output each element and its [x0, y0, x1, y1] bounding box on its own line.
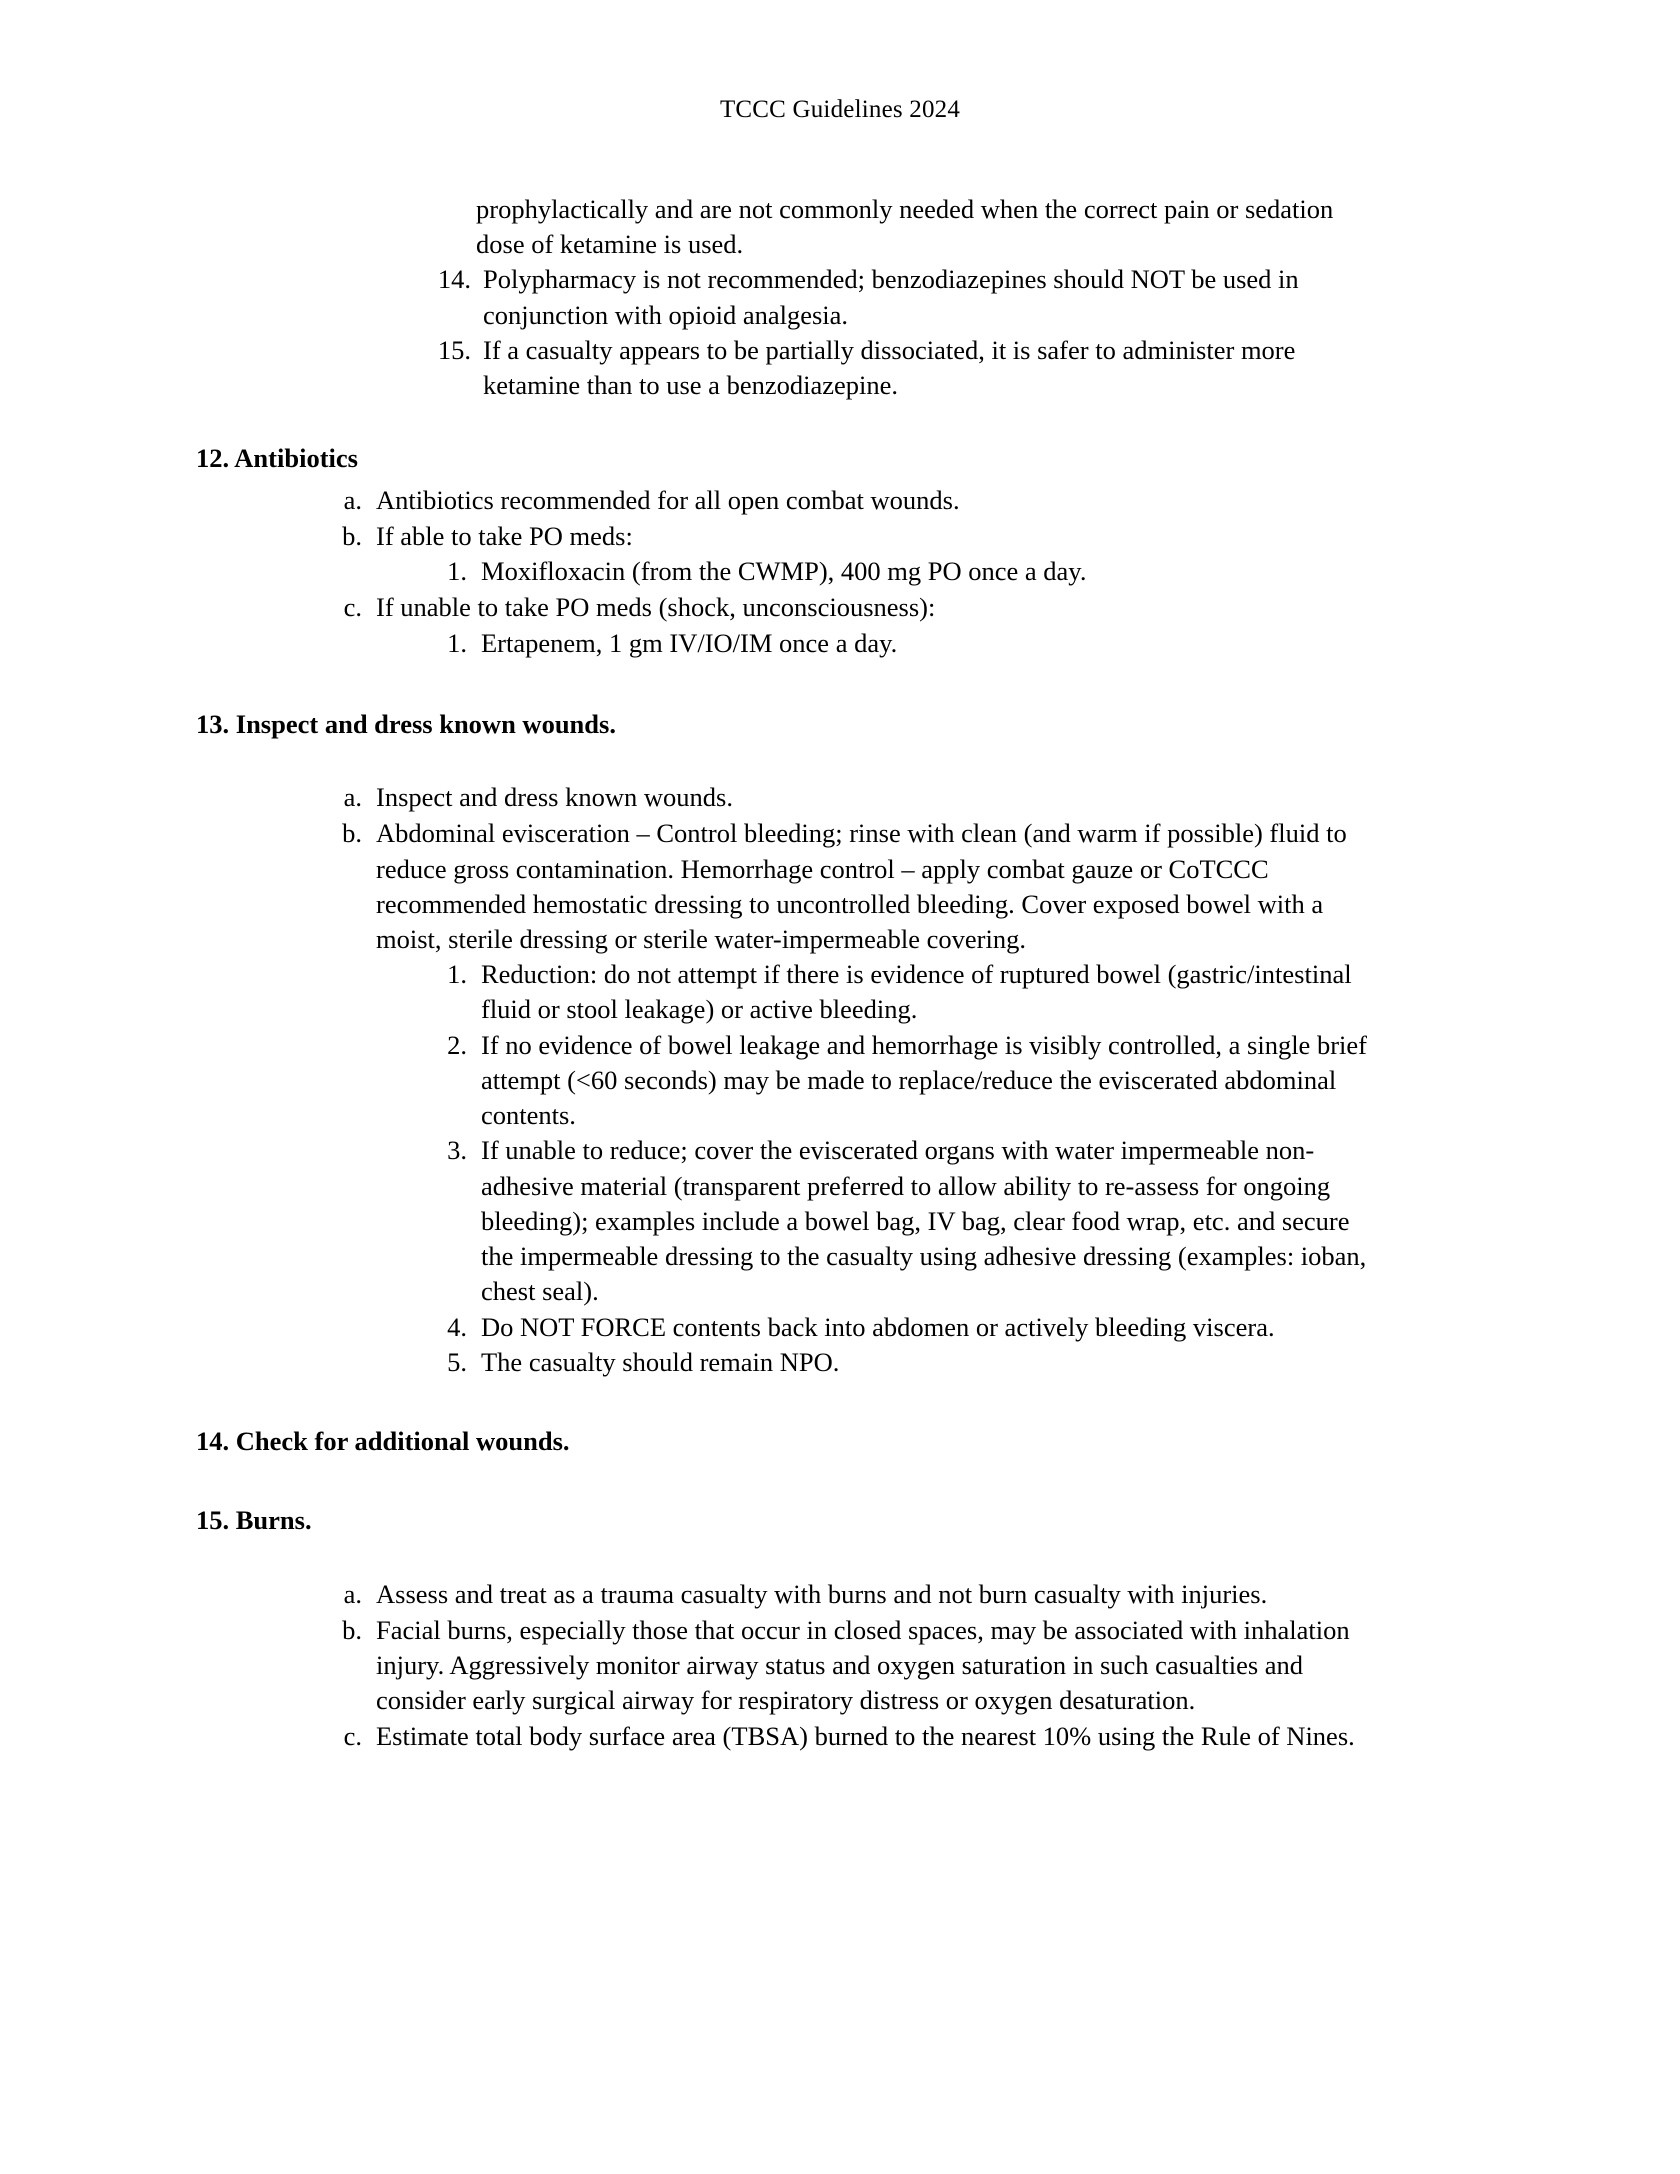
section-heading-inspect-dress-wounds: 13. Inspect and dress known wounds.	[196, 708, 616, 739]
section-heading-check-additional-wounds: 14. Check for additional wounds.	[196, 1426, 570, 1457]
section-heading-antibiotics: 12. Antibiotics	[196, 443, 358, 474]
list-marker: 3.	[447, 1135, 467, 1166]
list-marker: 1.	[447, 556, 467, 587]
list-text: Ertapenem, 1 gm IV/IO/IM once a day.	[481, 627, 898, 658]
list-item	[421, 1028, 1380, 1134]
list-text: If unable to reduce; cover the eviscerated organs with water impermeable non-adhesive material (transparent preferred to allow ability to re-assess for ongoing bleeding); examples include a bowel bag, IV bag, clear food wrap, etc. and secure the impermeable dressing to the casualty using adhesive dressing (examples: ioban, chest seal).	[481, 1135, 1367, 1307]
list-item	[316, 1719, 1380, 1754]
list-marker: 1.	[447, 959, 467, 990]
list-marker: a.	[343, 782, 362, 813]
list-marker: b.	[342, 818, 362, 849]
list-item	[411, 262, 1370, 332]
continuation-paragraph: prophylactically and are not commonly needed when the correct pain or sedation dose of ketamine is used.	[476, 194, 1334, 260]
list-marker: a.	[343, 1578, 362, 1609]
list-text: If a casualty appears to be partially dissociated, it is safer to administer more ketamine than to use a benzodiazepine.	[483, 334, 1296, 401]
list-text: Inspect and dress known wounds.	[376, 782, 733, 813]
list-item	[316, 519, 1380, 554]
list-item	[316, 483, 1380, 518]
list-marker: c.	[343, 1721, 362, 1752]
list-text: The casualty should remain NPO.	[481, 1346, 840, 1377]
list-item	[421, 957, 1380, 1027]
document-body	[150, 192, 1530, 1755]
list-text: Assess and treat as a trauma casualty with burns and not burn casualty with injuries.	[376, 1578, 1268, 1609]
list-item	[316, 780, 1380, 815]
list-text: Estimate total body surface area (TBSA) burned to the nearest 10% using the Rule of Nines.	[376, 1721, 1355, 1752]
list-text: Facial burns, especially those that occur in closed spaces, may be associated with inhalation injury. Aggressively monitor airway status and oxygen saturation in such casualties and consider early surgical airway for respiratory distress or oxygen desaturation.	[376, 1614, 1350, 1716]
section-heading-burns: 15. Burns.	[196, 1505, 312, 1536]
list-text: If no evidence of bowel leakage and hemorrhage is visibly controlled, a single brief attempt (<60 seconds) may be made to replace/reduce the eviscerated abdominal contents.	[481, 1029, 1367, 1131]
list-marker: 2.	[447, 1029, 467, 1060]
list-text: If able to take PO meds:	[376, 520, 633, 551]
list-item	[316, 590, 1380, 625]
list-text: Do NOT FORCE contents back into abdomen or actively bleeding viscera.	[481, 1311, 1275, 1342]
list-item	[316, 816, 1380, 957]
list-text: Reduction: do not attempt if there is evidence of ruptured bowel (gastric/intestinal fluid or stool leakage) or active bleeding.	[481, 959, 1352, 1025]
list-item	[421, 626, 1380, 661]
list-item	[316, 1577, 1380, 1612]
list-item	[421, 1310, 1380, 1345]
list-marker: 15.	[437, 334, 471, 365]
list-item	[316, 1613, 1380, 1719]
list-text: Antibiotics recommended for all open combat wounds.	[376, 484, 960, 515]
list-marker: 1.	[447, 627, 467, 658]
list-marker: a.	[343, 484, 362, 515]
list-marker: b.	[342, 520, 362, 551]
list-marker: 5.	[447, 1346, 467, 1377]
list-text: Polypharmacy is not recommended; benzodiazepines should NOT be used in conjunction with opioid analgesia.	[483, 264, 1299, 330]
list-item	[421, 554, 1380, 589]
list-item	[421, 1133, 1380, 1309]
list-item	[411, 333, 1370, 403]
list-marker: b.	[342, 1614, 362, 1645]
list-marker: 4.	[447, 1311, 467, 1342]
list-text: If unable to take PO meds (shock, unconsciousness):	[376, 592, 936, 623]
list-item	[421, 1345, 1380, 1380]
list-text: Abdominal evisceration – Control bleeding; rinse with clean (and warm if possible) fluid to reduce gross contamination. Hemorrhage control – apply combat gauze or CoTCCC recommended hemostatic dressing to uncontrolled bleeding. Cover exposed bowel with a moist, sterile dressing or sterile water-impermeable covering.	[376, 818, 1347, 954]
list-marker: 14.	[437, 264, 471, 295]
list-text: Moxifloxacin (from the CWMP), 400 mg PO once a day.	[481, 556, 1087, 587]
page-header: TCCC Guidelines 2024	[719, 96, 961, 123]
list-marker: c.	[343, 592, 362, 623]
